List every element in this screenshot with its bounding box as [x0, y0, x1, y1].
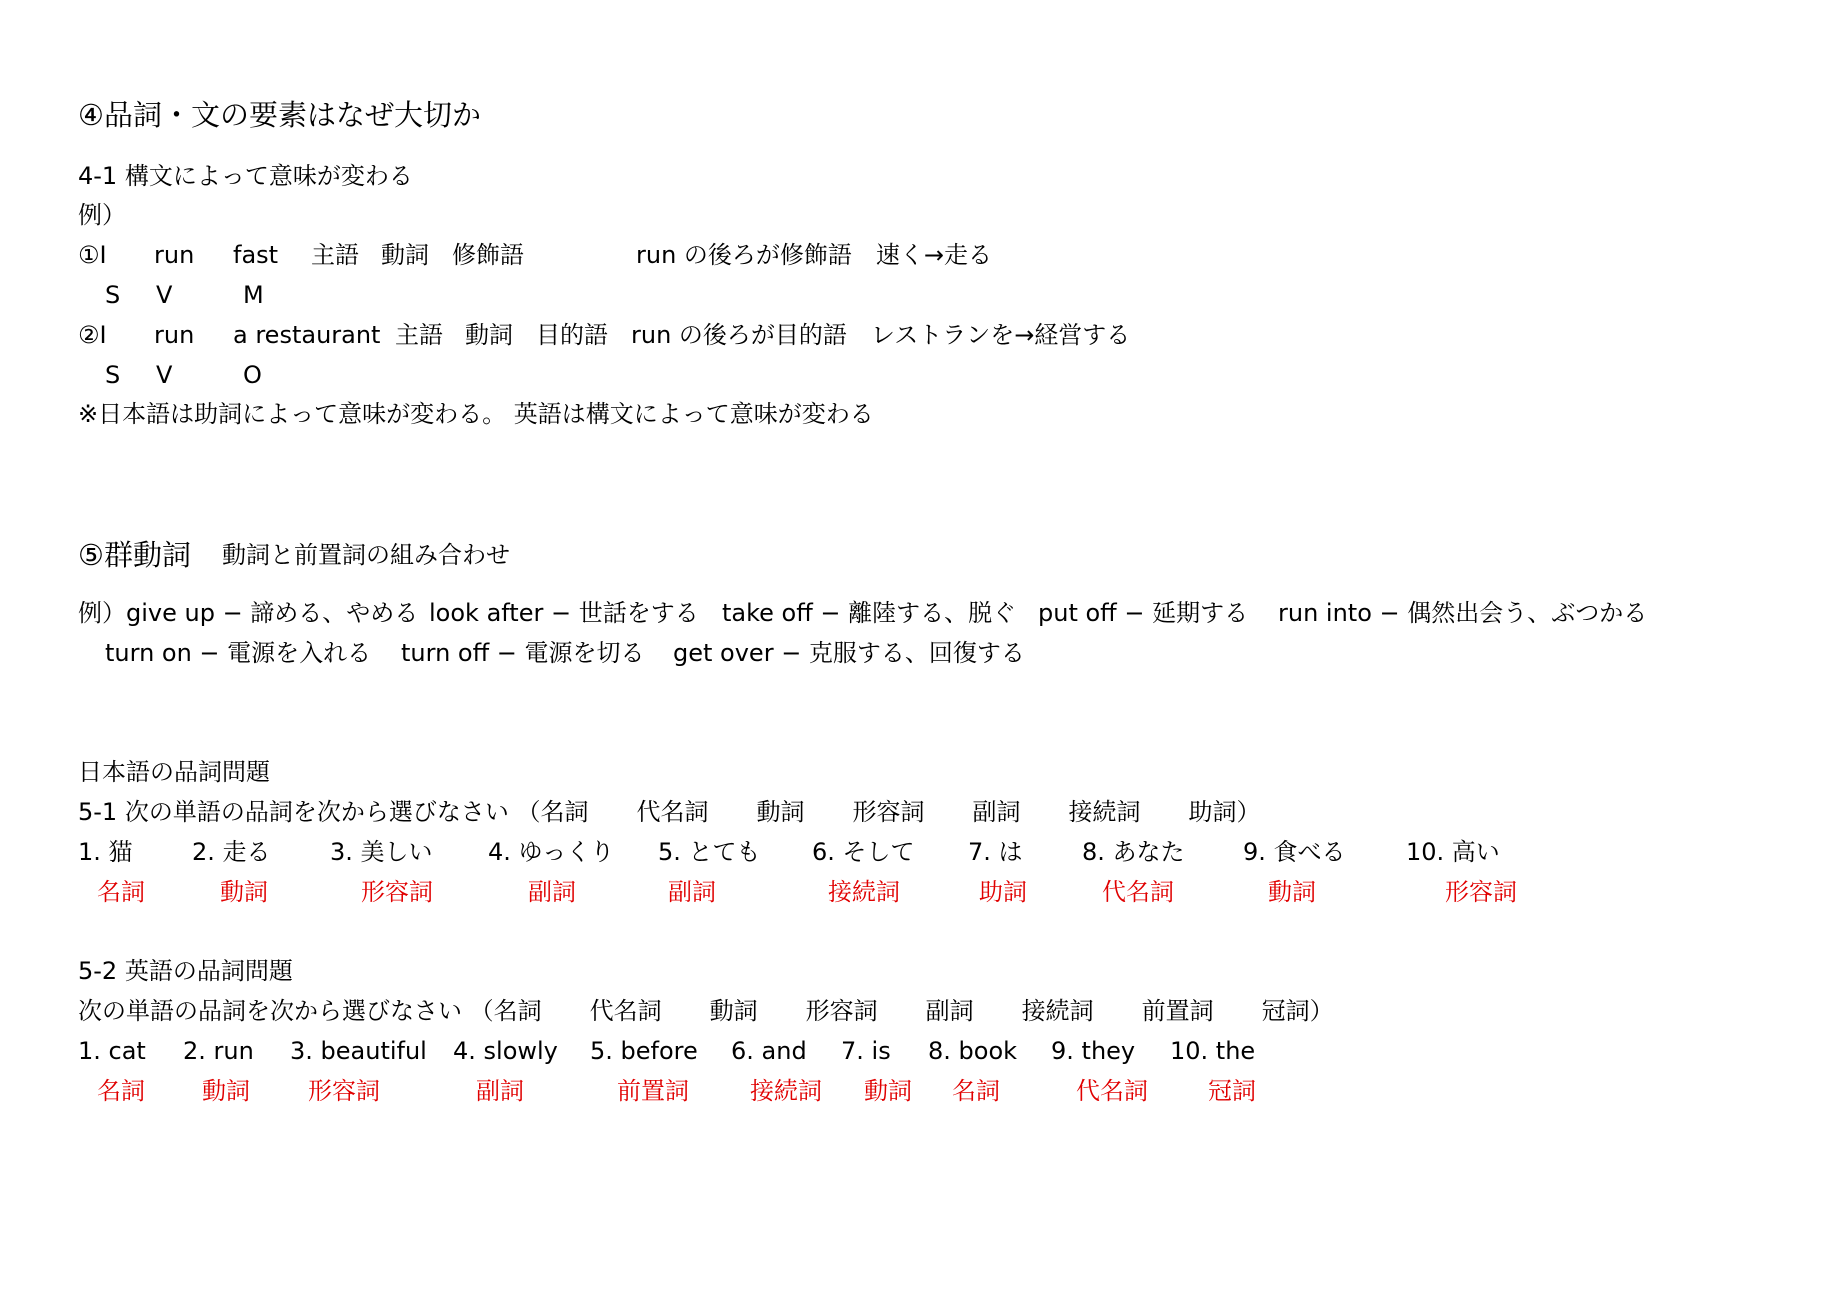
quiz-jp-answer: 副詞	[668, 878, 716, 906]
ex2-label-s: S	[105, 361, 121, 389]
quiz-jp-answer: 形容詞	[1445, 878, 1517, 906]
ex1-word-run: run	[154, 241, 195, 269]
section5-heading: ⑤群動詞	[78, 538, 191, 572]
quiz-en-answer: 名詞	[952, 1077, 1000, 1105]
quiz-en-word: 2. run	[183, 1037, 254, 1065]
quiz-en-word: 3. beautiful	[290, 1037, 427, 1065]
quiz-en-answer: 副詞	[476, 1077, 524, 1105]
quiz-en-answer: 名詞	[97, 1077, 145, 1105]
quiz-jp-word: 5. とても	[658, 838, 761, 866]
quiz-en-answer: 動詞	[202, 1077, 250, 1105]
quiz-en-answer: 動詞	[864, 1077, 912, 1105]
ex2-note: run の後ろが目的語 レストランを→経営する	[631, 321, 1131, 349]
quiz-en-word: 4. slowly	[453, 1037, 558, 1065]
quiz-en-word: 9. they	[1051, 1037, 1136, 1065]
phrasal-example: run into − 偶然出会う、ぶつかる	[1278, 599, 1648, 627]
ex2-number: ②I	[78, 321, 107, 349]
quiz-jp-answer: 副詞	[528, 878, 576, 906]
quiz-en-word: 10. the	[1170, 1037, 1256, 1065]
quiz-jp-word: 7. は	[968, 838, 1023, 866]
section5-heading-sub: 動詞と前置詞の組み合わせ	[222, 541, 510, 569]
ex2-label-o: O	[243, 361, 262, 389]
quiz-en-answer: 冠詞	[1208, 1077, 1256, 1105]
quiz-en-word: 6. and	[731, 1037, 807, 1065]
quiz-jp-word: 10. 高い	[1406, 838, 1500, 866]
ex1-role-verb: 動詞	[381, 241, 429, 269]
ex1-word-fast: fast	[233, 241, 279, 269]
quiz-jp-answer: 名詞	[97, 878, 145, 906]
phrasal-example: get over − 克服する、回復する	[673, 639, 1025, 667]
quiz-en-word: 7. is	[841, 1037, 891, 1065]
quiz-jp-word: 6. そして	[812, 838, 915, 866]
quiz-en-answer: 形容詞	[308, 1077, 380, 1105]
ex1-role-subject: 主語	[311, 241, 359, 269]
quiz-jp-word: 2. 走る	[192, 838, 271, 866]
ex2-role-verb: 動詞	[465, 321, 513, 349]
phrasal-example: put off − 延期する	[1038, 599, 1249, 627]
ex2-word-run: run	[154, 321, 195, 349]
ex2-word-restaurant: a restaurant	[233, 321, 381, 349]
quiz-jp-answer: 形容詞	[361, 878, 433, 906]
ex1-label-m: M	[243, 281, 264, 309]
quiz-jp-instruction: 5-1 次の単語の品詞を次から選びなさい （名詞 代名詞 動詞 形容詞 副詞 接続詞 助詞）	[78, 798, 1261, 826]
quiz-jp-word: 8. あなた	[1082, 838, 1185, 866]
quiz-en-word: 5. before	[590, 1037, 698, 1065]
section4-subheading: 4-1 構文によって意味が変わる	[78, 162, 413, 190]
quiz-en-title: 5-2 英語の品詞問題	[78, 957, 293, 985]
section4-remark: ※日本語は助詞によって意味が変わる。 英語は構文によって意味が変わる	[78, 400, 874, 428]
ex1-note: run の後ろが修飾語 速く→走る	[636, 241, 993, 269]
ex1-role-modifier: 修飾語	[452, 241, 524, 269]
quiz-jp-answer: 代名詞	[1102, 878, 1174, 906]
quiz-jp-word: 4. ゆっくり	[488, 838, 615, 866]
phrasal-example: 例）give up − 諦める、やめる	[78, 599, 419, 627]
example-label: 例）	[78, 201, 126, 229]
ex1-label-v: V	[156, 281, 173, 309]
phrasal-example: take off − 離陸する、脱ぐ	[722, 599, 1017, 627]
quiz-jp-word: 1. 猫	[78, 838, 133, 866]
quiz-en-word: 1. cat	[78, 1037, 146, 1065]
quiz-jp-answer: 動詞	[220, 878, 268, 906]
phrasal-example: turn off − 電源を切る	[401, 639, 645, 667]
quiz-jp-word: 9. 食べる	[1243, 838, 1346, 866]
quiz-jp-title: 日本語の品詞問題	[78, 758, 270, 786]
quiz-en-answer: 代名詞	[1076, 1077, 1148, 1105]
quiz-en-answer: 接続詞	[750, 1077, 822, 1105]
quiz-jp-answer: 接続詞	[828, 878, 900, 906]
ex2-label-v: V	[156, 361, 173, 389]
phrasal-example: look after − 世話をする	[429, 599, 699, 627]
ex1-label-s: S	[105, 281, 121, 309]
phrasal-example: turn on − 電源を入れる	[105, 639, 372, 667]
quiz-en-word: 8. book	[928, 1037, 1018, 1065]
ex2-role-object: 目的語	[536, 321, 608, 349]
ex1-number: ①I	[78, 241, 107, 269]
quiz-jp-word: 3. 美しい	[330, 838, 433, 866]
section4-heading: ④品詞・文の要素はなぜ大切か	[78, 98, 481, 132]
quiz-jp-answer: 動詞	[1268, 878, 1316, 906]
quiz-en-instruction: 次の単語の品詞を次から選びなさい （名詞 代名詞 動詞 形容詞 副詞 接続詞 前置詞 冠詞）	[78, 997, 1334, 1025]
quiz-jp-answer: 助詞	[979, 878, 1027, 906]
quiz-en-answer: 前置詞	[617, 1077, 689, 1105]
ex2-role-subject: 主語	[395, 321, 443, 349]
